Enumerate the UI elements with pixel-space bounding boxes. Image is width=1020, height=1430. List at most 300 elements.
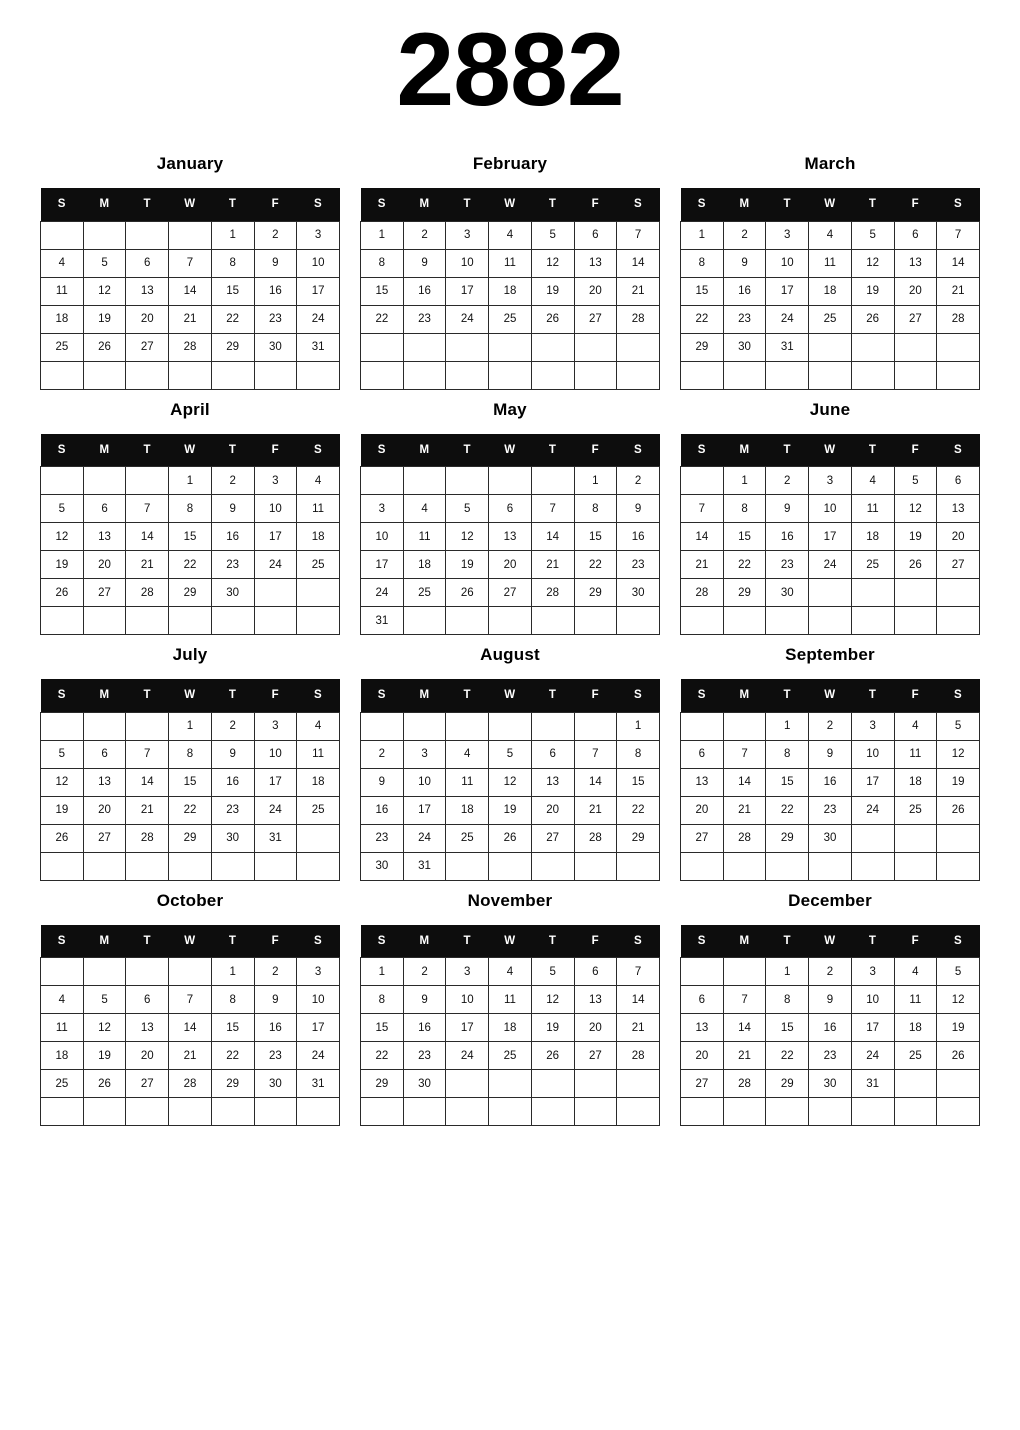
day-cell[interactable]: 14 <box>169 277 212 305</box>
day-cell[interactable]: 28 <box>531 579 574 607</box>
day-cell[interactable]: 25 <box>894 1042 937 1070</box>
day-cell[interactable]: 22 <box>723 551 766 579</box>
day-cell[interactable]: 12 <box>83 1014 126 1042</box>
day-cell[interactable]: 22 <box>617 796 660 824</box>
day-cell[interactable]: 25 <box>41 1070 84 1098</box>
day-cell[interactable]: 25 <box>446 824 489 852</box>
day-cell[interactable]: 3 <box>766 221 809 249</box>
day-cell[interactable]: 15 <box>169 523 212 551</box>
day-cell[interactable]: 30 <box>403 1070 446 1098</box>
day-cell[interactable]: 21 <box>617 277 660 305</box>
day-cell[interactable]: 14 <box>126 523 169 551</box>
day-cell[interactable]: 24 <box>851 1042 894 1070</box>
day-cell[interactable]: 7 <box>126 495 169 523</box>
day-cell[interactable]: 24 <box>446 1042 489 1070</box>
day-cell[interactable]: 27 <box>937 551 980 579</box>
day-cell[interactable]: 1 <box>723 467 766 495</box>
day-cell[interactable]: 20 <box>126 1042 169 1070</box>
day-cell[interactable]: 23 <box>211 551 254 579</box>
day-cell[interactable]: 24 <box>809 551 852 579</box>
day-cell[interactable]: 17 <box>446 277 489 305</box>
day-cell[interactable]: 25 <box>41 333 84 361</box>
day-cell[interactable]: 24 <box>297 305 340 333</box>
day-cell[interactable]: 24 <box>446 305 489 333</box>
day-cell[interactable]: 6 <box>531 740 574 768</box>
day-cell[interactable]: 25 <box>403 579 446 607</box>
day-cell[interactable]: 3 <box>446 221 489 249</box>
day-cell[interactable]: 6 <box>83 495 126 523</box>
day-cell[interactable]: 27 <box>126 333 169 361</box>
day-cell[interactable]: 17 <box>766 277 809 305</box>
day-cell[interactable]: 18 <box>446 796 489 824</box>
day-cell[interactable]: 19 <box>894 523 937 551</box>
day-cell[interactable]: 23 <box>809 796 852 824</box>
day-cell[interactable]: 24 <box>851 796 894 824</box>
day-cell[interactable]: 19 <box>446 551 489 579</box>
day-cell[interactable]: 25 <box>851 551 894 579</box>
day-cell[interactable]: 25 <box>809 305 852 333</box>
day-cell[interactable]: 20 <box>894 277 937 305</box>
day-cell[interactable]: 2 <box>211 467 254 495</box>
day-cell[interactable]: 3 <box>297 221 340 249</box>
day-cell[interactable]: 17 <box>254 523 297 551</box>
day-cell[interactable]: 11 <box>446 768 489 796</box>
day-cell[interactable]: 20 <box>531 796 574 824</box>
day-cell[interactable]: 13 <box>574 249 617 277</box>
day-cell[interactable]: 14 <box>937 249 980 277</box>
day-cell[interactable]: 7 <box>937 221 980 249</box>
day-cell[interactable]: 25 <box>297 796 340 824</box>
day-cell[interactable]: 13 <box>681 1014 724 1042</box>
day-cell[interactable]: 5 <box>446 495 489 523</box>
day-cell[interactable]: 4 <box>489 958 532 986</box>
day-cell[interactable]: 7 <box>169 249 212 277</box>
day-cell[interactable]: 9 <box>361 768 404 796</box>
day-cell[interactable]: 20 <box>681 796 724 824</box>
day-cell[interactable]: 23 <box>766 551 809 579</box>
day-cell[interactable]: 31 <box>403 852 446 880</box>
day-cell[interactable]: 1 <box>361 221 404 249</box>
day-cell[interactable]: 22 <box>681 305 724 333</box>
day-cell[interactable]: 20 <box>937 523 980 551</box>
day-cell[interactable]: 6 <box>894 221 937 249</box>
day-cell[interactable]: 27 <box>489 579 532 607</box>
day-cell[interactable]: 25 <box>489 1042 532 1070</box>
day-cell[interactable]: 5 <box>83 249 126 277</box>
day-cell[interactable]: 22 <box>766 796 809 824</box>
day-cell[interactable]: 29 <box>766 1070 809 1098</box>
day-cell[interactable]: 19 <box>41 551 84 579</box>
day-cell[interactable]: 20 <box>681 1042 724 1070</box>
day-cell[interactable]: 12 <box>41 768 84 796</box>
day-cell[interactable]: 23 <box>211 796 254 824</box>
day-cell[interactable]: 12 <box>937 986 980 1014</box>
day-cell[interactable]: 18 <box>41 305 84 333</box>
day-cell[interactable]: 5 <box>937 958 980 986</box>
day-cell[interactable]: 8 <box>766 740 809 768</box>
day-cell[interactable]: 4 <box>894 958 937 986</box>
day-cell[interactable]: 19 <box>41 796 84 824</box>
day-cell[interactable]: 11 <box>894 740 937 768</box>
day-cell[interactable]: 9 <box>403 986 446 1014</box>
day-cell[interactable]: 6 <box>126 249 169 277</box>
day-cell[interactable]: 20 <box>83 551 126 579</box>
day-cell[interactable]: 13 <box>681 768 724 796</box>
day-cell[interactable]: 28 <box>681 579 724 607</box>
day-cell[interactable]: 3 <box>446 958 489 986</box>
day-cell[interactable]: 10 <box>297 986 340 1014</box>
day-cell[interactable]: 27 <box>83 824 126 852</box>
day-cell[interactable]: 28 <box>126 824 169 852</box>
day-cell[interactable]: 16 <box>809 1014 852 1042</box>
day-cell[interactable]: 15 <box>211 1014 254 1042</box>
day-cell[interactable]: 9 <box>211 495 254 523</box>
day-cell[interactable]: 26 <box>851 305 894 333</box>
day-cell[interactable]: 27 <box>574 305 617 333</box>
day-cell[interactable]: 7 <box>169 986 212 1014</box>
day-cell[interactable]: 15 <box>574 523 617 551</box>
day-cell[interactable]: 1 <box>574 467 617 495</box>
day-cell[interactable]: 28 <box>169 333 212 361</box>
day-cell[interactable]: 24 <box>403 824 446 852</box>
day-cell[interactable]: 22 <box>211 1042 254 1070</box>
day-cell[interactable]: 28 <box>126 579 169 607</box>
day-cell[interactable]: 19 <box>83 1042 126 1070</box>
day-cell[interactable]: 2 <box>617 467 660 495</box>
day-cell[interactable]: 30 <box>361 852 404 880</box>
day-cell[interactable]: 11 <box>41 277 84 305</box>
day-cell[interactable]: 20 <box>83 796 126 824</box>
day-cell[interactable]: 5 <box>531 958 574 986</box>
day-cell[interactable]: 8 <box>766 986 809 1014</box>
day-cell[interactable]: 27 <box>83 579 126 607</box>
day-cell[interactable]: 24 <box>254 796 297 824</box>
day-cell[interactable]: 17 <box>851 1014 894 1042</box>
day-cell[interactable]: 7 <box>723 740 766 768</box>
day-cell[interactable]: 6 <box>681 740 724 768</box>
day-cell[interactable]: 10 <box>446 986 489 1014</box>
day-cell[interactable]: 17 <box>851 768 894 796</box>
day-cell[interactable]: 8 <box>361 249 404 277</box>
day-cell[interactable]: 12 <box>894 495 937 523</box>
day-cell[interactable]: 22 <box>574 551 617 579</box>
day-cell[interactable]: 12 <box>446 523 489 551</box>
day-cell[interactable]: 5 <box>41 740 84 768</box>
day-cell[interactable]: 29 <box>169 579 212 607</box>
day-cell[interactable]: 8 <box>211 249 254 277</box>
day-cell[interactable]: 16 <box>254 277 297 305</box>
day-cell[interactable]: 17 <box>254 768 297 796</box>
day-cell[interactable]: 31 <box>851 1070 894 1098</box>
day-cell[interactable]: 21 <box>723 1042 766 1070</box>
day-cell[interactable]: 11 <box>489 986 532 1014</box>
day-cell[interactable]: 21 <box>574 796 617 824</box>
day-cell[interactable]: 15 <box>169 768 212 796</box>
day-cell[interactable]: 17 <box>297 1014 340 1042</box>
day-cell[interactable]: 23 <box>809 1042 852 1070</box>
day-cell[interactable]: 15 <box>766 1014 809 1042</box>
day-cell[interactable]: 3 <box>361 495 404 523</box>
day-cell[interactable]: 3 <box>254 467 297 495</box>
day-cell[interactable]: 8 <box>574 495 617 523</box>
day-cell[interactable]: 30 <box>617 579 660 607</box>
day-cell[interactable]: 30 <box>766 579 809 607</box>
day-cell[interactable]: 4 <box>41 986 84 1014</box>
day-cell[interactable]: 27 <box>531 824 574 852</box>
day-cell[interactable]: 2 <box>809 712 852 740</box>
day-cell[interactable]: 5 <box>937 712 980 740</box>
day-cell[interactable]: 3 <box>851 712 894 740</box>
day-cell[interactable]: 31 <box>297 333 340 361</box>
day-cell[interactable]: 1 <box>766 712 809 740</box>
day-cell[interactable]: 7 <box>681 495 724 523</box>
day-cell[interactable]: 20 <box>489 551 532 579</box>
day-cell[interactable]: 2 <box>766 467 809 495</box>
day-cell[interactable]: 16 <box>211 768 254 796</box>
day-cell[interactable]: 1 <box>169 467 212 495</box>
day-cell[interactable]: 19 <box>937 768 980 796</box>
day-cell[interactable]: 1 <box>169 712 212 740</box>
day-cell[interactable]: 9 <box>809 986 852 1014</box>
day-cell[interactable]: 28 <box>574 824 617 852</box>
day-cell[interactable]: 12 <box>83 277 126 305</box>
day-cell[interactable]: 21 <box>126 551 169 579</box>
day-cell[interactable]: 3 <box>254 712 297 740</box>
day-cell[interactable]: 15 <box>211 277 254 305</box>
day-cell[interactable]: 1 <box>617 712 660 740</box>
day-cell[interactable]: 29 <box>766 824 809 852</box>
day-cell[interactable]: 24 <box>361 579 404 607</box>
day-cell[interactable]: 22 <box>211 305 254 333</box>
day-cell[interactable]: 3 <box>403 740 446 768</box>
day-cell[interactable]: 10 <box>809 495 852 523</box>
day-cell[interactable]: 18 <box>489 1014 532 1042</box>
day-cell[interactable]: 13 <box>894 249 937 277</box>
day-cell[interactable]: 11 <box>809 249 852 277</box>
day-cell[interactable]: 8 <box>361 986 404 1014</box>
day-cell[interactable]: 28 <box>617 305 660 333</box>
day-cell[interactable]: 30 <box>254 1070 297 1098</box>
day-cell[interactable]: 14 <box>531 523 574 551</box>
day-cell[interactable]: 26 <box>446 579 489 607</box>
day-cell[interactable]: 7 <box>617 221 660 249</box>
day-cell[interactable]: 19 <box>937 1014 980 1042</box>
day-cell[interactable]: 22 <box>766 1042 809 1070</box>
day-cell[interactable]: 29 <box>169 824 212 852</box>
day-cell[interactable]: 26 <box>531 305 574 333</box>
day-cell[interactable]: 18 <box>894 768 937 796</box>
day-cell[interactable]: 4 <box>297 712 340 740</box>
day-cell[interactable]: 31 <box>361 607 404 635</box>
day-cell[interactable]: 12 <box>531 986 574 1014</box>
day-cell[interactable]: 3 <box>851 958 894 986</box>
day-cell[interactable]: 14 <box>723 1014 766 1042</box>
day-cell[interactable]: 11 <box>851 495 894 523</box>
day-cell[interactable]: 26 <box>531 1042 574 1070</box>
day-cell[interactable]: 1 <box>211 221 254 249</box>
day-cell[interactable]: 26 <box>41 824 84 852</box>
day-cell[interactable]: 29 <box>681 333 724 361</box>
day-cell[interactable]: 24 <box>766 305 809 333</box>
day-cell[interactable]: 3 <box>809 467 852 495</box>
day-cell[interactable]: 18 <box>297 523 340 551</box>
day-cell[interactable]: 29 <box>211 1070 254 1098</box>
day-cell[interactable]: 23 <box>617 551 660 579</box>
day-cell[interactable]: 11 <box>297 495 340 523</box>
day-cell[interactable]: 8 <box>617 740 660 768</box>
day-cell[interactable]: 4 <box>446 740 489 768</box>
day-cell[interactable]: 30 <box>809 824 852 852</box>
day-cell[interactable]: 8 <box>211 986 254 1014</box>
day-cell[interactable]: 9 <box>254 249 297 277</box>
day-cell[interactable]: 9 <box>766 495 809 523</box>
day-cell[interactable]: 15 <box>681 277 724 305</box>
day-cell[interactable]: 5 <box>83 986 126 1014</box>
day-cell[interactable]: 21 <box>169 305 212 333</box>
day-cell[interactable]: 2 <box>403 221 446 249</box>
day-cell[interactable]: 5 <box>489 740 532 768</box>
day-cell[interactable]: 13 <box>126 277 169 305</box>
day-cell[interactable]: 2 <box>361 740 404 768</box>
day-cell[interactable]: 16 <box>361 796 404 824</box>
day-cell[interactable]: 10 <box>766 249 809 277</box>
day-cell[interactable]: 29 <box>723 579 766 607</box>
day-cell[interactable]: 23 <box>403 305 446 333</box>
day-cell[interactable]: 22 <box>361 1042 404 1070</box>
day-cell[interactable]: 17 <box>361 551 404 579</box>
day-cell[interactable]: 29 <box>574 579 617 607</box>
day-cell[interactable]: 31 <box>297 1070 340 1098</box>
day-cell[interactable]: 10 <box>361 523 404 551</box>
day-cell[interactable]: 16 <box>254 1014 297 1042</box>
day-cell[interactable]: 24 <box>254 551 297 579</box>
day-cell[interactable]: 2 <box>403 958 446 986</box>
day-cell[interactable]: 13 <box>489 523 532 551</box>
day-cell[interactable]: 6 <box>83 740 126 768</box>
day-cell[interactable]: 11 <box>297 740 340 768</box>
day-cell[interactable]: 27 <box>681 824 724 852</box>
day-cell[interactable]: 14 <box>723 768 766 796</box>
day-cell[interactable]: 7 <box>574 740 617 768</box>
day-cell[interactable]: 22 <box>361 305 404 333</box>
day-cell[interactable]: 14 <box>681 523 724 551</box>
day-cell[interactable]: 13 <box>574 986 617 1014</box>
day-cell[interactable]: 14 <box>126 768 169 796</box>
day-cell[interactable]: 5 <box>894 467 937 495</box>
day-cell[interactable]: 26 <box>83 333 126 361</box>
day-cell[interactable]: 28 <box>723 1070 766 1098</box>
day-cell[interactable]: 17 <box>403 796 446 824</box>
day-cell[interactable]: 20 <box>126 305 169 333</box>
day-cell[interactable]: 17 <box>809 523 852 551</box>
day-cell[interactable]: 23 <box>361 824 404 852</box>
day-cell[interactable]: 1 <box>211 958 254 986</box>
day-cell[interactable]: 28 <box>169 1070 212 1098</box>
day-cell[interactable]: 4 <box>41 249 84 277</box>
day-cell[interactable]: 23 <box>254 1042 297 1070</box>
day-cell[interactable]: 13 <box>937 495 980 523</box>
day-cell[interactable]: 9 <box>809 740 852 768</box>
day-cell[interactable]: 2 <box>809 958 852 986</box>
day-cell[interactable]: 21 <box>169 1042 212 1070</box>
day-cell[interactable]: 10 <box>851 740 894 768</box>
day-cell[interactable]: 21 <box>723 796 766 824</box>
day-cell[interactable]: 18 <box>489 277 532 305</box>
day-cell[interactable]: 5 <box>531 221 574 249</box>
day-cell[interactable]: 9 <box>723 249 766 277</box>
day-cell[interactable]: 19 <box>531 1014 574 1042</box>
day-cell[interactable]: 1 <box>681 221 724 249</box>
day-cell[interactable]: 16 <box>766 523 809 551</box>
day-cell[interactable]: 26 <box>894 551 937 579</box>
day-cell[interactable]: 29 <box>361 1070 404 1098</box>
day-cell[interactable]: 22 <box>169 551 212 579</box>
day-cell[interactable]: 18 <box>297 768 340 796</box>
day-cell[interactable]: 27 <box>681 1070 724 1098</box>
day-cell[interactable]: 18 <box>41 1042 84 1070</box>
day-cell[interactable]: 10 <box>254 740 297 768</box>
day-cell[interactable]: 29 <box>617 824 660 852</box>
day-cell[interactable]: 4 <box>851 467 894 495</box>
day-cell[interactable]: 16 <box>809 768 852 796</box>
day-cell[interactable]: 4 <box>297 467 340 495</box>
day-cell[interactable]: 25 <box>297 551 340 579</box>
day-cell[interactable]: 27 <box>574 1042 617 1070</box>
day-cell[interactable]: 10 <box>446 249 489 277</box>
day-cell[interactable]: 8 <box>723 495 766 523</box>
day-cell[interactable]: 10 <box>297 249 340 277</box>
day-cell[interactable]: 28 <box>723 824 766 852</box>
day-cell[interactable]: 1 <box>766 958 809 986</box>
day-cell[interactable]: 8 <box>681 249 724 277</box>
day-cell[interactable]: 4 <box>489 221 532 249</box>
day-cell[interactable]: 13 <box>531 768 574 796</box>
day-cell[interactable]: 10 <box>254 495 297 523</box>
day-cell[interactable]: 12 <box>531 249 574 277</box>
day-cell[interactable]: 6 <box>574 221 617 249</box>
day-cell[interactable]: 25 <box>489 305 532 333</box>
day-cell[interactable]: 2 <box>254 221 297 249</box>
day-cell[interactable]: 19 <box>851 277 894 305</box>
day-cell[interactable]: 9 <box>617 495 660 523</box>
day-cell[interactable]: 28 <box>617 1042 660 1070</box>
day-cell[interactable]: 6 <box>126 986 169 1014</box>
day-cell[interactable]: 3 <box>297 958 340 986</box>
day-cell[interactable]: 8 <box>169 740 212 768</box>
day-cell[interactable]: 20 <box>574 1014 617 1042</box>
day-cell[interactable]: 15 <box>766 768 809 796</box>
day-cell[interactable]: 30 <box>254 333 297 361</box>
day-cell[interactable]: 12 <box>937 740 980 768</box>
day-cell[interactable]: 10 <box>403 768 446 796</box>
day-cell[interactable]: 26 <box>83 1070 126 1098</box>
day-cell[interactable]: 14 <box>617 986 660 1014</box>
day-cell[interactable]: 4 <box>809 221 852 249</box>
day-cell[interactable]: 26 <box>489 824 532 852</box>
day-cell[interactable]: 10 <box>851 986 894 1014</box>
day-cell[interactable]: 11 <box>489 249 532 277</box>
day-cell[interactable]: 9 <box>211 740 254 768</box>
day-cell[interactable]: 6 <box>489 495 532 523</box>
day-cell[interactable]: 14 <box>169 1014 212 1042</box>
day-cell[interactable]: 15 <box>617 768 660 796</box>
day-cell[interactable]: 20 <box>574 277 617 305</box>
day-cell[interactable]: 19 <box>531 277 574 305</box>
day-cell[interactable]: 19 <box>489 796 532 824</box>
day-cell[interactable]: 22 <box>169 796 212 824</box>
day-cell[interactable]: 7 <box>723 986 766 1014</box>
day-cell[interactable]: 23 <box>723 305 766 333</box>
